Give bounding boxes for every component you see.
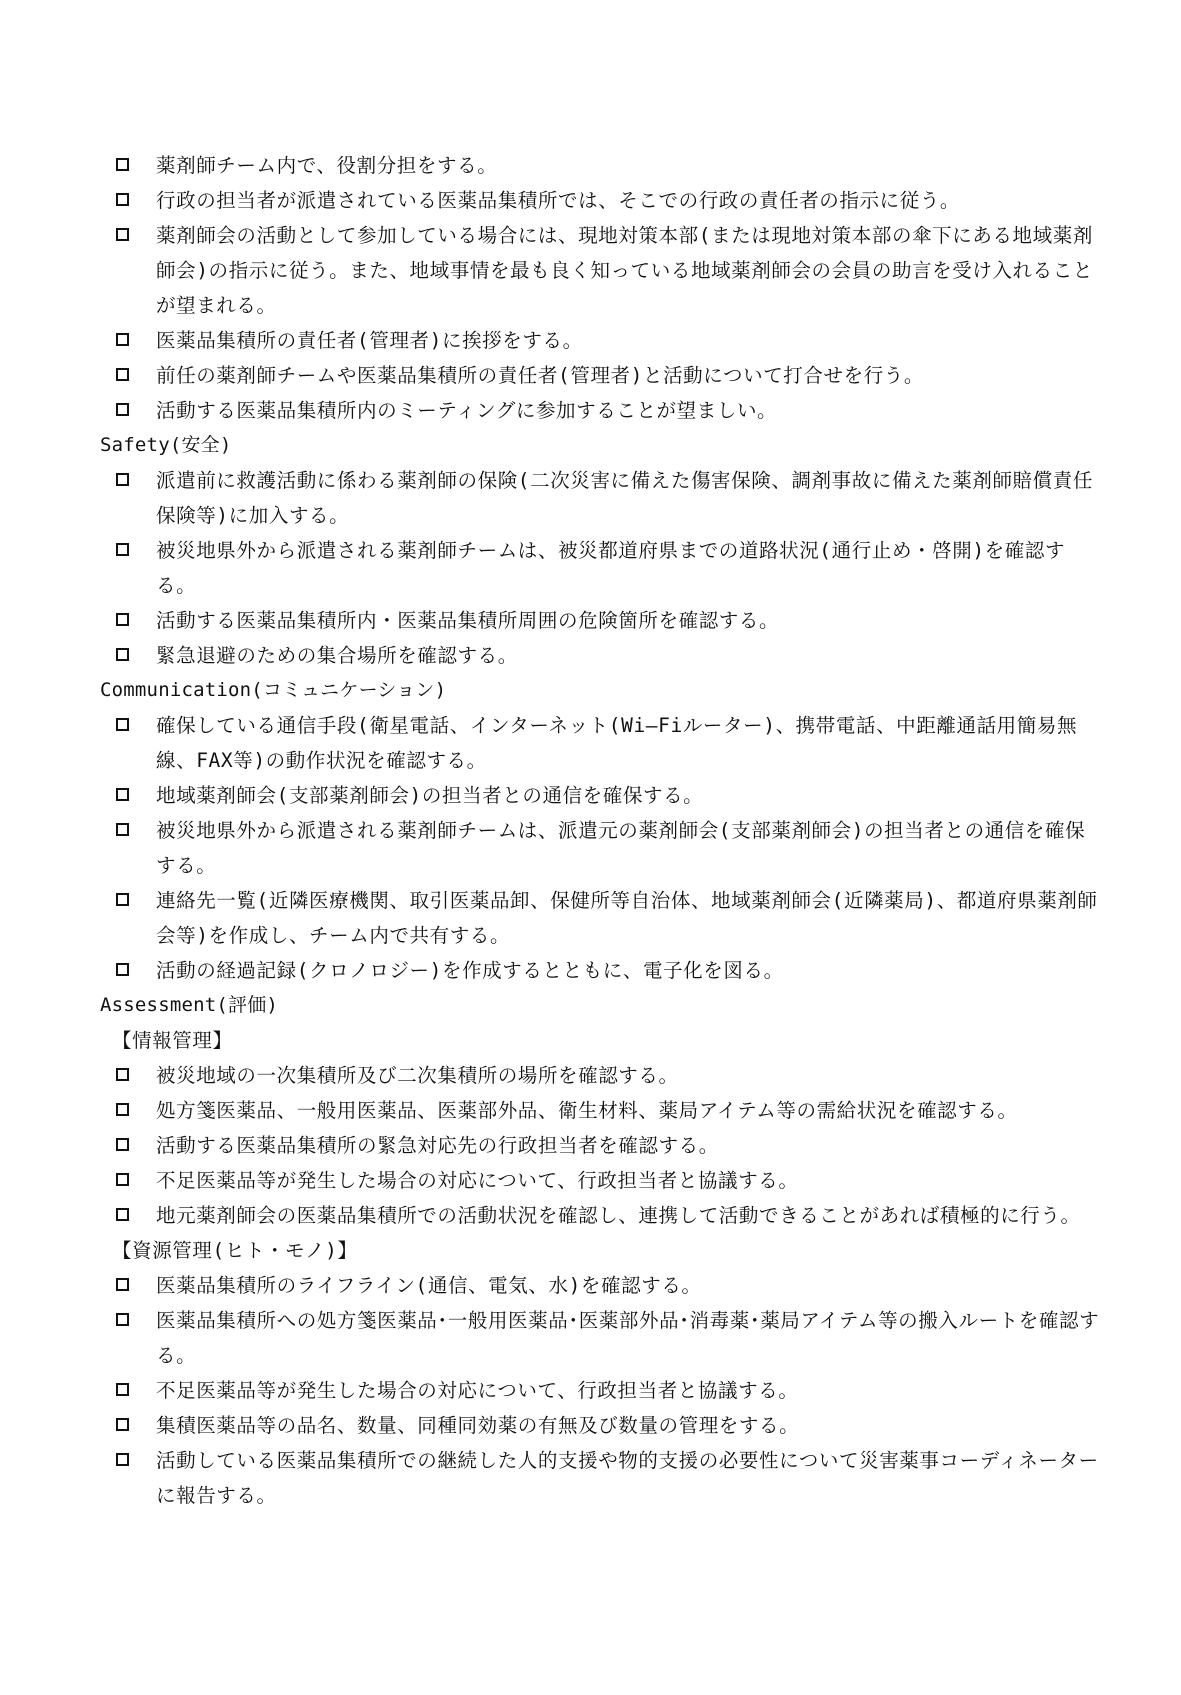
- checklist-item: 処方箋医薬品、一般用医薬品、医薬部外品、衛生材料、薬局アイテム等の需給状況を確認する。: [100, 1093, 1100, 1128]
- checklist-content: [100, 148, 1100, 1513]
- resource-management-heading: 【資源管理(ヒト・モノ)】: [112, 1239, 358, 1262]
- checkbox-icon[interactable]: [116, 368, 129, 381]
- checklist-item: 被災地県外から派遣される薬剤師チームは、派遣元の薬剤師会(支部薬剤師会)の担当者との通信を確保する。: [100, 813, 1100, 883]
- checklist-item: 不足医薬品等が発生した場合の対応について、行政担当者と協議する。: [100, 1373, 1100, 1408]
- checklist-item: 活動する医薬品集積所の緊急対応先の行政担当者を確認する。: [100, 1128, 1100, 1163]
- checklist-item: 被災地県外から派遣される薬剤師チームは、被災都道府県までの道路状況(通行止め・啓開)を確認する。: [100, 533, 1100, 603]
- checkbox-icon[interactable]: [116, 823, 129, 836]
- checklist-item: 確保している通信手段(衛星電話、インターネット(Wi―Fiルーター)、携帯電話、中距離通話用簡易無線、FAX等)の動作状況を確認する。: [100, 708, 1100, 778]
- checkbox-icon[interactable]: [116, 543, 129, 556]
- checkbox-icon[interactable]: [116, 1418, 129, 1431]
- checklist-item: 活動の経過記録(クロノロジー)を作成するとともに、電子化を図る。: [100, 953, 1100, 988]
- checklist-item: 薬剤師チーム内で、役割分担をする。: [100, 148, 1100, 183]
- checkbox-icon[interactable]: [116, 1068, 129, 1081]
- checkbox-icon[interactable]: [116, 1103, 129, 1116]
- checklist-item: 連絡先一覧(近隣医療機関、取引医薬品卸、保健所等自治体、地域薬剤師会(近隣薬局)、都道府県薬剤師会等)を作成し、チーム内で共有する。: [100, 883, 1100, 953]
- checklist-item: 医薬品集積所の責任者(管理者)に挨拶をする。: [100, 323, 1100, 358]
- top-checklist: [100, 148, 1100, 428]
- checklist-item: 緊急退避のための集合場所を確認する。: [100, 638, 1100, 673]
- checklist-item: 薬剤師会の活動として参加している場合には、現地対策本部(または現地対策本部の傘下にある地域薬剤師会)の指示に従う。また、地域事情を最も良く知っている地域薬剤師会の会員の助言を受け入れることが望まれる。: [100, 218, 1100, 323]
- checkbox-icon[interactable]: [116, 1278, 129, 1291]
- info-management-heading: 【情報管理】: [112, 1029, 233, 1052]
- checklist-item: 活動している医薬品集積所での継続した人的支援や物的支援の必要性について災害薬事コーディネーターに報告する。: [100, 1443, 1100, 1513]
- safety-checklist: [100, 463, 1100, 673]
- checkbox-icon[interactable]: [116, 228, 129, 241]
- checkbox-icon[interactable]: [116, 403, 129, 416]
- safety-heading: Safety(安全): [100, 434, 232, 456]
- checklist-item: 行政の担当者が派遣されている医薬品集積所では、そこでの行政の責任者の指示に従う。: [100, 183, 1100, 218]
- checkbox-icon[interactable]: [116, 1173, 129, 1186]
- checkbox-icon[interactable]: [116, 893, 129, 906]
- checkbox-icon[interactable]: [116, 1138, 129, 1151]
- checklist-item: 地域薬剤師会(支部薬剤師会)の担当者との通信を確保する。: [100, 778, 1100, 813]
- resource-management-checklist: [100, 1268, 1100, 1513]
- checkbox-icon[interactable]: [116, 473, 129, 486]
- communication-heading: Communication(コミュニケーション): [100, 679, 447, 701]
- checkbox-icon[interactable]: [116, 333, 129, 346]
- checklist-item: 集積医薬品等の品名、数量、同種同効薬の有無及び数量の管理をする。: [100, 1408, 1100, 1443]
- checkbox-icon[interactable]: [116, 963, 129, 976]
- checklist-item: 派遣前に救護活動に係わる薬剤師の保険(二次災害に備えた傷害保険、調剤事故に備えた薬剤師賠償責任保険等)に加入する。: [100, 463, 1100, 533]
- checklist-item: 医薬品集積所への処方箋医薬品･一般用医薬品･医薬部外品･消毒薬･薬局アイテム等の搬入ルートを確認する。: [100, 1303, 1100, 1373]
- checklist-item: 医薬品集積所のライフライン(通信、電気、水)を確認する。: [100, 1268, 1100, 1303]
- checklist-item: 前任の薬剤師チームや医薬品集積所の責任者(管理者)と活動について打合せを行う。: [100, 358, 1100, 393]
- checklist-item: 地元薬剤師会の医薬品集積所での活動状況を確認し、連携して活動できることがあれば積極的に行う。: [100, 1198, 1100, 1233]
- checkbox-icon[interactable]: [116, 1313, 129, 1326]
- checkbox-icon[interactable]: [116, 788, 129, 801]
- checklist-item: 被災地域の一次集積所及び二次集積所の場所を確認する。: [100, 1058, 1100, 1093]
- assessment-heading: Assessment(評価): [100, 994, 279, 1016]
- checkbox-icon[interactable]: [116, 1383, 129, 1396]
- checkbox-icon[interactable]: [116, 613, 129, 626]
- checkbox-icon[interactable]: [116, 193, 129, 206]
- checkbox-icon[interactable]: [116, 1453, 129, 1466]
- checklist-item: 活動する医薬品集積所内・医薬品集積所周囲の危険箇所を確認する。: [100, 603, 1100, 638]
- checklist-item: 活動する医薬品集積所内のミーティングに参加することが望ましい。: [100, 393, 1100, 428]
- checkbox-icon[interactable]: [116, 1208, 129, 1221]
- checkbox-icon[interactable]: [116, 158, 129, 171]
- checklist-item: 不足医薬品等が発生した場合の対応について、行政担当者と協議する。: [100, 1163, 1100, 1198]
- communication-checklist: [100, 708, 1100, 988]
- checkbox-icon[interactable]: [116, 648, 129, 661]
- checkbox-icon[interactable]: [116, 718, 129, 731]
- info-management-checklist: [100, 1058, 1100, 1233]
